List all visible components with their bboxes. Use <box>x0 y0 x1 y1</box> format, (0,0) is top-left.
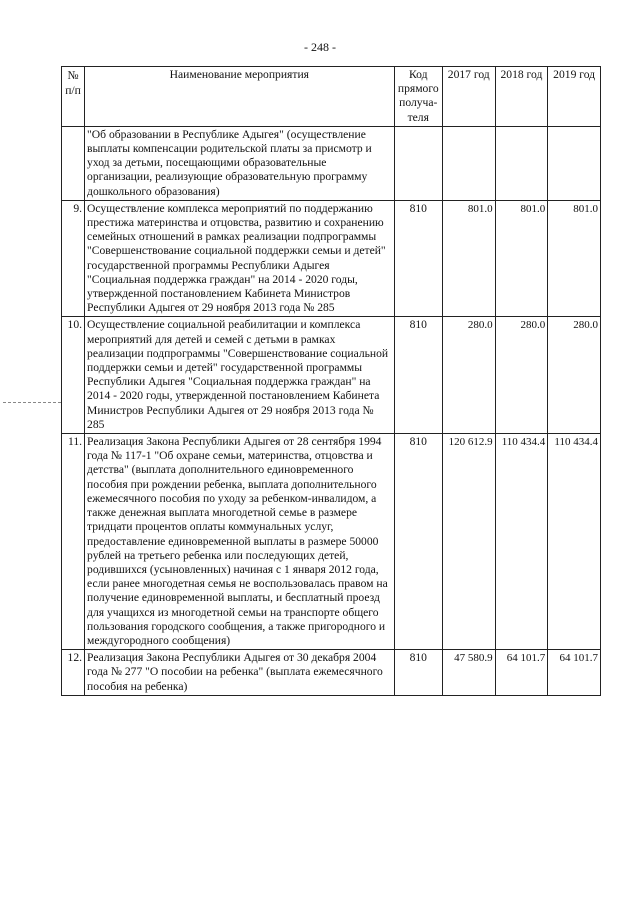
table-row <box>62 650 601 696</box>
row-name: Реализация Закона Республики Адыгея от 30 декабря 2004 года № 277 "О пособии на ребенка" (выплата ежемесячного пособия на ребенка) <box>85 650 395 696</box>
row-num: 10. <box>62 317 85 434</box>
row-2019: 801.0 <box>548 200 601 317</box>
table-row <box>62 200 601 317</box>
header-2017: 2017 год <box>442 67 495 127</box>
table-row <box>62 317 601 434</box>
header-2018: 2018 год <box>495 67 548 127</box>
table-header-row <box>62 67 601 127</box>
row-code: 810 <box>394 317 442 434</box>
row-name: "Об образовании в Республике Адыгея" (осуществление выплаты компенсации родительской платы за присмотр и уход за детьми, посещающими образовательные организации, реализующие образовательную программу дошкольного образования) <box>85 126 395 200</box>
row-num: 11. <box>62 434 85 650</box>
row-code: 810 <box>394 650 442 696</box>
row-2017: 120 612.9 <box>442 434 495 650</box>
row-2018 <box>495 126 548 200</box>
row-num: 9. <box>62 200 85 317</box>
row-2019: 280.0 <box>548 317 601 434</box>
row-2017: 280.0 <box>442 317 495 434</box>
header-code: Код прямого получа-теля <box>394 67 442 127</box>
table-row <box>62 126 601 200</box>
row-2019: 110 434.4 <box>548 434 601 650</box>
table-row <box>62 434 601 650</box>
row-2017: 801.0 <box>442 200 495 317</box>
header-num: № п/п <box>62 67 85 127</box>
header-2019: 2019 год <box>548 67 601 127</box>
row-name: Осуществление социальной реабилитации и комплекса мероприятий для детей и семей с детьми в рамках реализации подпрограммы "Совершенствование социальной поддержки семьи и детей" государственной программы Республики Адыгея "Социальная поддержка граждан" на 2014 - 2020 годы, утвержденной постановлением Кабинета Министров Республики Адыгея от 29 ноября 2013 года № 285 <box>85 317 395 434</box>
row-2018: 801.0 <box>495 200 548 317</box>
budget-table <box>61 66 601 696</box>
margin-mark <box>3 402 61 403</box>
page-number: - 248 - <box>304 40 336 54</box>
row-code: 810 <box>394 200 442 317</box>
row-2017: 47 580.9 <box>442 650 495 696</box>
row-name: Осуществление комплекса мероприятий по поддержанию престижа материнства и отцовства, развитию и сохранению семейных отношений в рамках реализации подпрограммы "Совершенствование социальной поддержки семьи и детей" государственной программы Республики Адыгея "Социальная поддержка граждан" на 2014 - 2020 годы, утвержденной постановлением Кабинета Министров Республики Адыгея от 29 ноября 2013 года № 285 <box>85 200 395 317</box>
row-num: 12. <box>62 650 85 696</box>
row-2018: 64 101.7 <box>495 650 548 696</box>
row-code: 810 <box>394 434 442 650</box>
row-2019: 64 101.7 <box>548 650 601 696</box>
row-2017 <box>442 126 495 200</box>
row-2018: 110 434.4 <box>495 434 548 650</box>
row-2018: 280.0 <box>495 317 548 434</box>
row-name: Реализация Закона Республики Адыгея от 28 сентября 1994 года № 117-1 "Об охране семьи, материнства, отцовства и детства" (выплата дополнительного единовременного пособия при рождении ребенка, выплата дополнительного ежемесячного пособия по уходу за ребенком-инвалидом, а также денежная выплата многодетной семье в размере тридцати процентов оплаты коммунальных услуг, предоставление единовременной выплаты в размере 50000 рублей на третьего ребенка или последующих детей, родившихся (усыновленных) начиная с 1 января 2012 года, если ранее многодетная семья не воспользовалась правом на получение единовременной выплаты, и бесплатный проезд для учащихся из многодетной семьи на транспорте общего пользования городского сообщения, а также пригородного и междугородного сообщения) <box>85 434 395 650</box>
row-num <box>62 126 85 200</box>
row-code <box>394 126 442 200</box>
header-name: Наименование мероприятия <box>85 67 395 127</box>
row-2019 <box>548 126 601 200</box>
